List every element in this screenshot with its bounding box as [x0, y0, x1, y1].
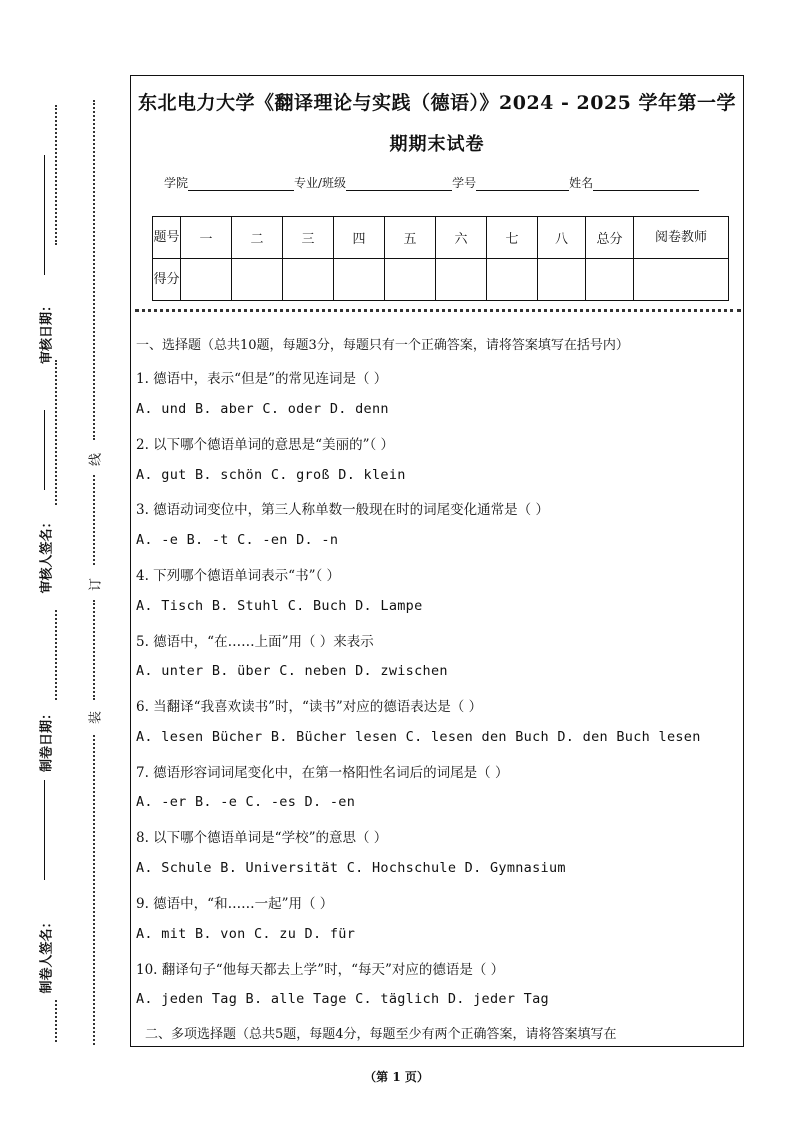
- score-cell[interactable]: [538, 259, 586, 301]
- make-date-underline: [44, 780, 45, 880]
- exam-title: 东北电力大学《翻译理论与实践（德语）》2024 - 2025 学年第一学: [138, 92, 736, 114]
- score-table-head-row: [153, 217, 729, 259]
- score-cell[interactable]: [487, 259, 538, 301]
- question-options: A. -e B. -t C. -en D. -n: [136, 532, 339, 548]
- score-cell[interactable]: [586, 259, 634, 301]
- reviewer-sign-label: 审核人签名：: [39, 515, 55, 594]
- score-head-cell: 总分: [586, 217, 634, 259]
- cut-mark-xian: 线: [88, 453, 104, 467]
- question-options: A. mit B. von C. zu D. für: [136, 926, 356, 942]
- cut-mark-zhuang: 装: [88, 711, 104, 725]
- score-table: [152, 216, 729, 301]
- question-options: A. Tisch B. Stuhl C. Buch D. Lampe: [136, 598, 423, 614]
- question-options: A. unter B. über C. neben D. zwischen: [136, 663, 448, 679]
- review-date-label: 审核日期：: [39, 299, 55, 365]
- question-text: 5. 德语中，“在……上面”用（ ）来表示: [136, 634, 374, 650]
- question-options: A. jeden Tag B. alle Tage C. täglich D. jeder Tag: [136, 991, 549, 1007]
- outer-dotted-line: [55, 610, 57, 700]
- outer-dotted-line: [55, 360, 57, 505]
- page-number: （第 1 页）: [364, 1070, 429, 1084]
- score-head-cell: 七: [487, 217, 538, 259]
- question-options: A. -er B. -e C. -es D. -en: [136, 794, 356, 810]
- review-date-underline: [44, 155, 45, 275]
- question-options: A. und B. aber C. oder D. denn: [136, 401, 389, 417]
- section1-heading: 一、选择题（总共10题，每题3分，每题只有一个正确答案，请将答案填写在括号内）: [136, 338, 629, 353]
- score-row-label: 得分: [153, 259, 181, 301]
- student-id-label: 学号: [452, 176, 477, 190]
- inner-dotted-line: [93, 100, 95, 440]
- question-text: 4. 下列哪个德语单词表示“书”（ ）: [136, 568, 341, 584]
- score-head-cell: 八: [538, 217, 586, 259]
- question-text: 10. 翻译句子“他每天都去上学”时，“每天”对应的德语是（ ）: [136, 962, 505, 978]
- score-cell[interactable]: [283, 259, 334, 301]
- student-info-row: [164, 174, 699, 191]
- question-options: A. Schule B. Universität C. Hochschule D. Gymnasium: [136, 860, 566, 876]
- score-table-score-row: [153, 259, 729, 301]
- cut-mark-ding: 订: [88, 578, 104, 592]
- score-cell[interactable]: [334, 259, 385, 301]
- question-text: 3. 德语动词变位中，第三人称单数一般现在时的词尾变化通常是（ ）: [136, 502, 549, 518]
- score-head-cell: 阅卷教师: [634, 217, 729, 259]
- score-cell[interactable]: [436, 259, 487, 301]
- score-cell[interactable]: [634, 259, 729, 301]
- name-label: 姓名: [569, 176, 594, 190]
- maker-sign-label: 制卷人签名：: [39, 915, 55, 994]
- major-field[interactable]: [346, 178, 452, 191]
- binding-margin: [0, 0, 128, 1122]
- score-head-cell: 五: [385, 217, 436, 259]
- score-head-cell: 六: [436, 217, 487, 259]
- score-head-cell: 二: [232, 217, 283, 259]
- question-options: A. gut B. schön C. groß D. klein: [136, 467, 406, 483]
- inner-dotted-line: [93, 735, 95, 1045]
- inner-dotted-line: [93, 475, 95, 565]
- section2-heading: 二、多项选择题（总共5题，每题4分，每题至少有两个正确答案，请将答案填写在: [145, 1027, 617, 1042]
- score-cell[interactable]: [232, 259, 283, 301]
- name-field[interactable]: [593, 178, 699, 191]
- question-text: 9. 德语中，“和……一起”用（ ）: [136, 896, 334, 912]
- question-text: 8. 以下哪个德语单词是“学校”的意思（ ）: [136, 830, 388, 846]
- question-text: 6. 当翻译“我喜欢读书”时，“读书”对应的德语表达是（ ）: [136, 699, 483, 715]
- outer-dotted-line: [55, 1000, 57, 1042]
- major-label: 专业/班级: [294, 176, 347, 190]
- score-cell[interactable]: [181, 259, 232, 301]
- exam-subtitle: 期期末试卷: [389, 134, 485, 155]
- student-id-field[interactable]: [476, 178, 569, 191]
- question-text: 1. 德语中，表示“但是”的常见连词是（ ）: [136, 371, 388, 387]
- exam-paper: [130, 75, 744, 1047]
- question-text: 2. 以下哪个德语单词的意思是“美丽的”（ ）: [136, 437, 395, 453]
- score-head-cell: 三: [283, 217, 334, 259]
- question-options: A. lesen Bücher B. Bücher lesen C. lesen den Buch D. den Buch lesen: [136, 729, 701, 745]
- score-cell[interactable]: [385, 259, 436, 301]
- score-head-cell: 题号: [153, 217, 181, 259]
- score-head-cell: 一: [181, 217, 232, 259]
- college-label: 学院: [164, 176, 189, 190]
- question-text: 7. 德语形容词词尾变化中，在第一格阳性名词后的词尾是（ ）: [136, 765, 509, 781]
- make-date-label: 制卷日期：: [39, 707, 55, 773]
- reviewer-sign-underline: [44, 410, 45, 490]
- college-field[interactable]: [188, 178, 294, 191]
- dotted-separator: [135, 309, 741, 312]
- outer-dotted-line: [55, 105, 57, 245]
- inner-dotted-line: [93, 600, 95, 700]
- score-head-cell: 四: [334, 217, 385, 259]
